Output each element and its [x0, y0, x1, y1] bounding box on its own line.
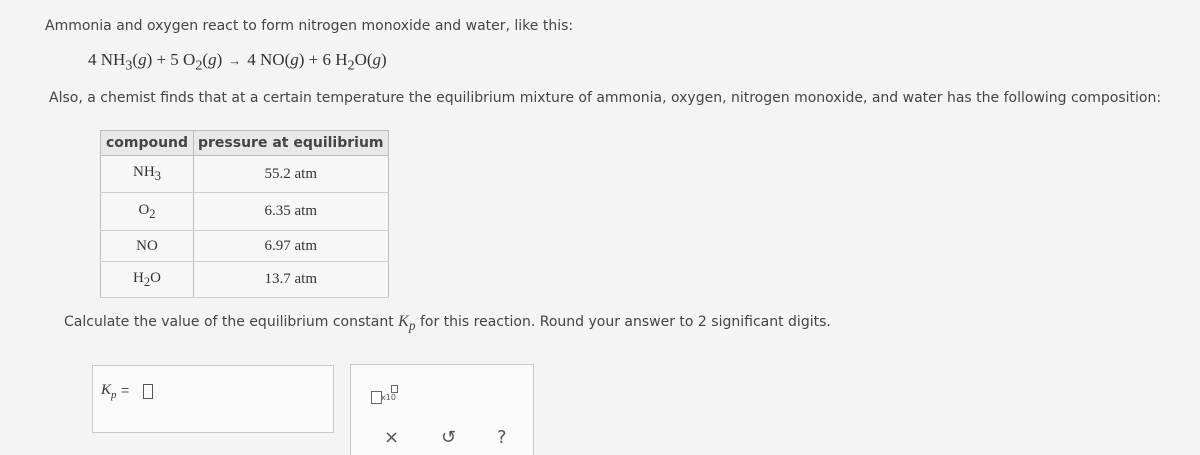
close-icon[interactable]: × [384, 427, 400, 448]
table-row [101, 156, 389, 193]
compound-cell: $H_2O$ [101, 262, 194, 298]
table-row [101, 231, 389, 262]
composition-intro: Also, a chemist finds that at a certain temperature the equilibrium mixture of ammonia, oxygen, nitrogen monoxide, and water has the following composition: [49, 90, 1162, 106]
answer-box[interactable] [92, 365, 334, 433]
sigfig-count: 2 [697, 314, 707, 330]
compound-cell: NO [101, 231, 194, 262]
question-prefix: Calculate the value of the equilibrium constant [64, 314, 394, 330]
table-row [101, 262, 389, 298]
equilibrium-table [100, 130, 389, 298]
pressure-header: pressure at equilibrium [194, 131, 389, 156]
equals-sign: = [121, 382, 130, 398]
pressure-cell: 6.35 atm [194, 193, 389, 231]
compound-cell: $NH_3$ [101, 156, 194, 193]
compound-header: compound [101, 131, 194, 156]
reaction-equation: 4 $NH_3(g) + 5$ $O_2(g) \to 4$ NO(g) + 6 $H_2O(g)$ [88, 50, 387, 74]
times-ten-icon[interactable]: x10 [371, 385, 397, 405]
pressure-cell: 6.97 atm [194, 231, 389, 262]
table-header-row [101, 131, 389, 156]
answer-kp-label: $K_p$ [101, 382, 117, 401]
question-text [64, 313, 831, 334]
tool-panel [350, 364, 534, 455]
help-icon[interactable]: ? [497, 427, 507, 448]
problem-intro: Ammonia and oxygen react to form nitrogen monoxide and water, like this: [45, 18, 574, 34]
pressure-cell: 55.2 atm [194, 156, 389, 193]
question-suffix: significant digits. [711, 314, 831, 330]
compound-cell: $O_2$ [101, 193, 194, 231]
table-row [101, 193, 389, 231]
answer-input[interactable] [143, 384, 153, 399]
pressure-cell: 13.7 atm [194, 262, 389, 298]
question-middle: for this reaction. Round your answer to [419, 314, 694, 330]
undo-icon[interactable]: ↺ [441, 427, 457, 448]
kp-symbol: $K_p$ [398, 313, 416, 334]
